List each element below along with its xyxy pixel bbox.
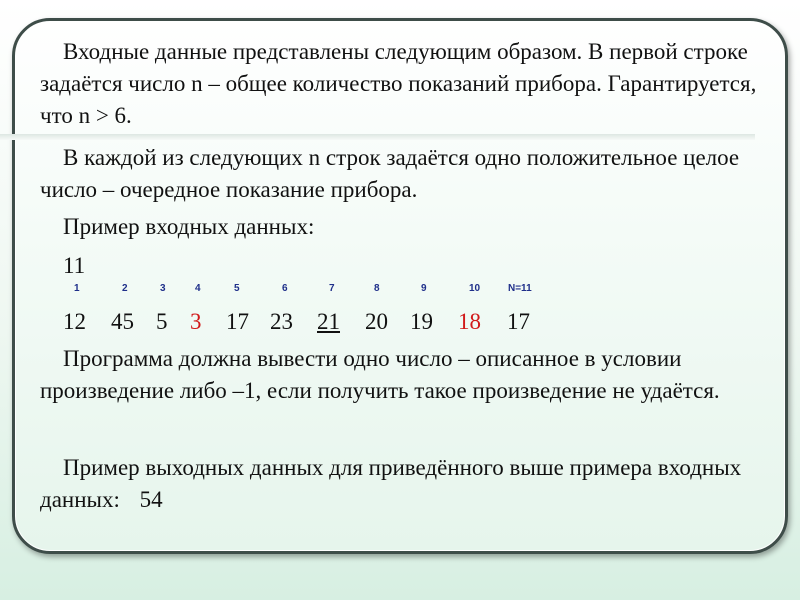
reading-value: 12 <box>63 309 86 334</box>
reading-value: 17 <box>226 309 249 334</box>
output-example-label: Пример выходных данных для приведённого выше примера входных данных: <box>40 455 742 512</box>
output-example-answer: 54 <box>139 487 163 512</box>
paragraph-output-example <box>40 452 770 516</box>
index-label: 8 <box>374 283 380 294</box>
index-label: 4 <box>195 283 201 294</box>
index-label: 3 <box>160 283 166 294</box>
reading-value: 23 <box>270 309 293 334</box>
reading-value: 17 <box>507 309 530 334</box>
reading-value-underlined: 21 <box>317 309 340 334</box>
reading-value-highlighted: 18 <box>458 309 481 334</box>
paragraph-input-format: Входные данные представлены следующим образом. В первой строке задаётся число n – общее количество показаний прибора. Гарантируется, что n > 6. <box>40 39 757 128</box>
reading-value: 19 <box>410 309 433 334</box>
reading-value-highlighted: 3 <box>190 309 202 334</box>
index-label: 7 <box>329 283 335 294</box>
reading-value: 45 <box>111 309 134 334</box>
index-label: 6 <box>282 283 288 294</box>
index-label: 2 <box>122 283 128 294</box>
index-label: N=11 <box>508 283 532 294</box>
index-label: 1 <box>74 283 80 294</box>
values-row <box>0 307 800 337</box>
index-label: 5 <box>234 283 240 294</box>
index-label: 10 <box>469 283 481 294</box>
reading-value: 5 <box>156 309 168 334</box>
divider-band <box>0 134 755 140</box>
reading-value: 20 <box>365 309 388 334</box>
paragraph-readings: В каждой из следующих n строк задаётся одно положительное целое число – очередное показание прибора. <box>40 145 740 202</box>
paragraph-output-format: Программа должна вывести одно число – описанное в условии произведение либо –1, если получить такое произведение не удаётся. <box>40 346 720 403</box>
example-input-label: Пример входных данных: <box>63 214 315 239</box>
example-n-value: 11 <box>63 253 86 278</box>
index-label: 9 <box>421 283 427 294</box>
index-row <box>0 279 800 299</box>
